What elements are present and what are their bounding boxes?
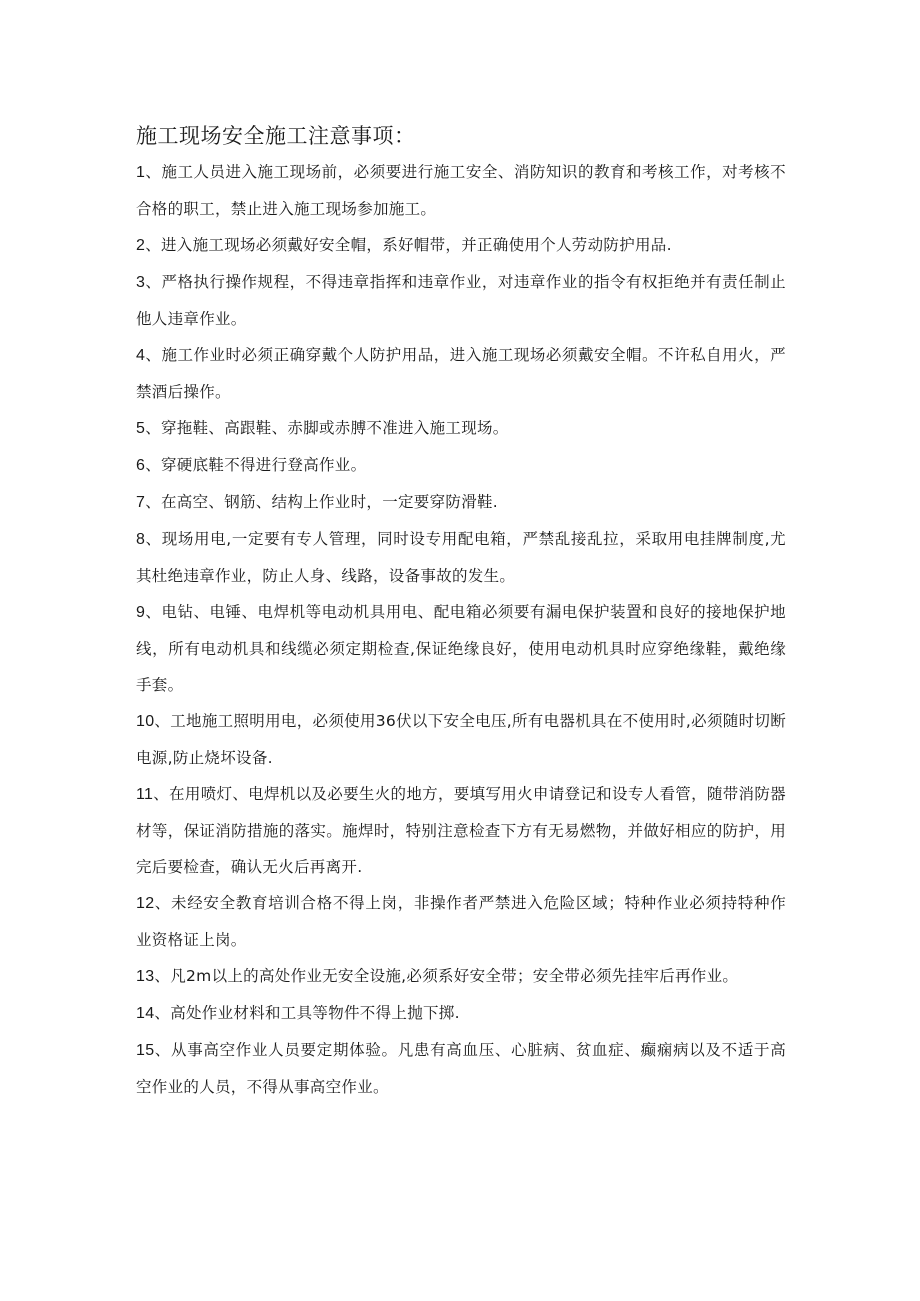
rule-text: 、在高空、钢筋、结构上作业时，一定要穿防滑鞋. (145, 493, 499, 511)
rule-number: 9 (136, 604, 146, 621)
rule-item-12 (136, 885, 786, 958)
rules-list (136, 154, 786, 1105)
rule-item-4 (136, 337, 786, 410)
rule-item-14 (136, 995, 786, 1032)
rule-item-2 (136, 227, 786, 264)
rule-item-11 (136, 776, 786, 885)
document-title: 施工现场安全施工注意事项： (136, 124, 416, 148)
rule-text: 、未经安全教育培训合格不得上岗，非操作者严禁进入危险区域；特种作业必须持特种作业资格证上岗。 (136, 894, 786, 949)
rule-text: 、高处作业材料和工具等物件不得上抛下掷. (154, 1004, 460, 1022)
document-page (136, 118, 786, 1105)
rule-number: 1 (136, 164, 146, 181)
rule-item-1 (136, 154, 786, 227)
rule-number: 8 (136, 531, 146, 548)
rule-item-3 (136, 264, 786, 337)
rule-number: 11 (136, 786, 154, 803)
rule-item-5 (136, 410, 786, 447)
rule-item-9 (136, 594, 786, 703)
rule-text: 、工地施工照明用电，必须使用36伏以下安全电压,所有电器机具在不使用时,必须随时切断电源,防止烧坏设备. (136, 712, 786, 767)
rule-number: 7 (136, 494, 146, 511)
rule-text: 、严格执行操作规程，不得违章指挥和违章作业，对违章作业的指令有权拒绝并有责任制止他人违章作业。 (136, 273, 786, 328)
rule-text: 、施工人员进入施工现场前，必须要进行施工安全、消防知识的教育和考核工作，对考核不合格的职工，禁止进入施工现场参加施工。 (136, 163, 786, 218)
rule-number: 13 (136, 968, 155, 985)
rule-text: 、施工作业时必须正确穿戴个人防护用品，进入施工现场必须戴安全帽。不许私自用火，严禁酒后操作。 (136, 346, 786, 401)
rule-text: 、现场用电,一定要有专人管理，同时设专用配电箱，严禁乱接乱拉，采取用电挂牌制度,尤其杜绝违章作业，防止人身、线路，设备事故的发生。 (136, 530, 786, 585)
rule-number: 4 (136, 347, 146, 364)
rule-item-15 (136, 1032, 786, 1105)
rule-number: 10 (136, 713, 155, 730)
rule-number: 5 (136, 420, 146, 437)
rule-number: 15 (136, 1042, 155, 1059)
rule-text: 、电钻、电锤、电焊机等电动机具用电、配电箱必须要有漏电保护装置和良好的接地保护地线，所有电动机具和线缆必须定期检查,保证绝缘良好，使用电动机具时应穿绝缘鞋，戴绝缘手套。 (136, 603, 786, 694)
rule-item-13 (136, 958, 786, 995)
rule-text: 、从事高空作业人员要定期体验。凡患有高血压、心脏病、贫血症、癫痫病以及不适于高空作业的人员，不得从事高空作业。 (136, 1041, 786, 1096)
rule-item-8 (136, 521, 786, 594)
rule-text: 、在用喷灯、电焊机以及必要生火的地方，要填写用火申请登记和设专人看管，随带消防器材等，保证消防措施的落实。施焊时，特别注意检查下方有无易燃物，并做好相应的防护，用完后要检查，确认无火后再离开. (136, 785, 786, 876)
rule-text: 、进入施工现场必须戴好安全帽，系好帽带，并正确使用个人劳动防护用品. (145, 236, 672, 254)
rule-item-6 (136, 447, 786, 484)
rule-item-7 (136, 484, 786, 521)
rule-item-10 (136, 703, 786, 776)
rule-text: 、凡2m以上的高处作业无安全设施,必须系好安全带；安全带必须先挂牢后再作业。 (154, 967, 739, 985)
rule-text: 、穿拖鞋、高跟鞋、赤脚或赤膊不准进入施工现场。 (145, 419, 509, 437)
rule-text: 、穿硬底鞋不得进行登高作业。 (145, 456, 367, 474)
rule-number: 6 (136, 457, 146, 474)
rule-number: 2 (136, 237, 146, 254)
rule-number: 3 (136, 274, 146, 291)
rule-number: 14 (136, 1005, 155, 1022)
rule-number: 12 (136, 895, 155, 912)
